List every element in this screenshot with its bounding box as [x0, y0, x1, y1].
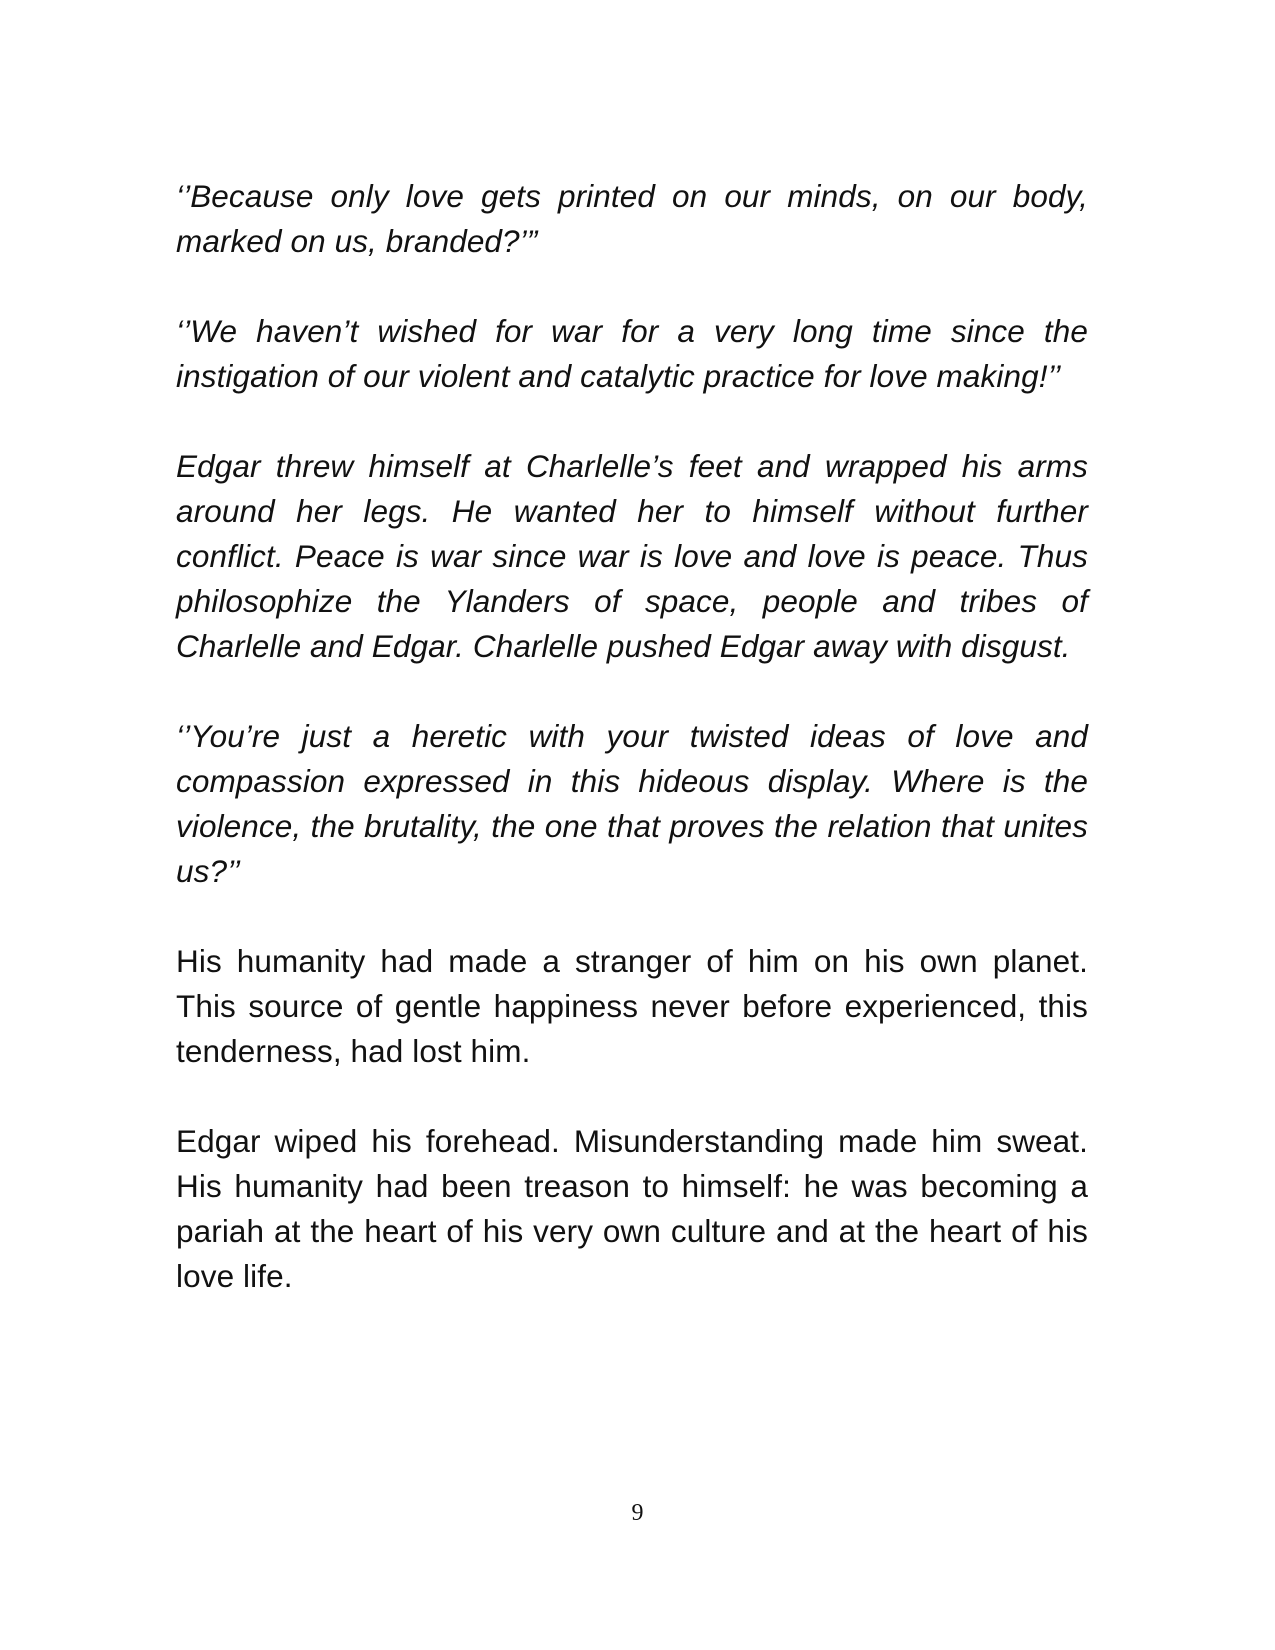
paragraph-3: Edgar threw himself at Charlelle’s feet and wrapped his arms around her legs. He wanted her to himself without further conflict. Peace is war since war is love and love is peace. Thus philosophize the Ylanders of space, people and tribes of Charlelle and Edgar. Charlelle pushed Edgar away with disgust. — [176, 448, 1088, 664]
paragraph-1: ‘’Because only love gets printed on our minds, on our body, marked on us, branded?’” — [176, 178, 1088, 259]
paragraph-4: ‘’You’re just a heretic with your twisted ideas of love and compassion expressed in this hideous display. Where is the violence, the brutality, the one that proves the relation that unites us?’’ — [176, 718, 1088, 889]
page-number: 9 — [631, 1500, 644, 1526]
paragraph-2: ‘’We haven’t wished for war for a very long time since the instigation of our violent and catalytic practice for love making!’’ — [176, 313, 1088, 394]
paragraph-6: Edgar wiped his forehead. Misunderstanding made him sweat. His humanity had been treason to himself: he was becoming a pariah at the heart of his very own culture and at the heart of his love life. — [176, 1123, 1088, 1294]
paragraph-5: His humanity had made a stranger of him on his own planet. This source of gentle happiness never before experienced, this tenderness, had lost him. — [176, 943, 1088, 1069]
body-text — [176, 174, 1088, 1344]
